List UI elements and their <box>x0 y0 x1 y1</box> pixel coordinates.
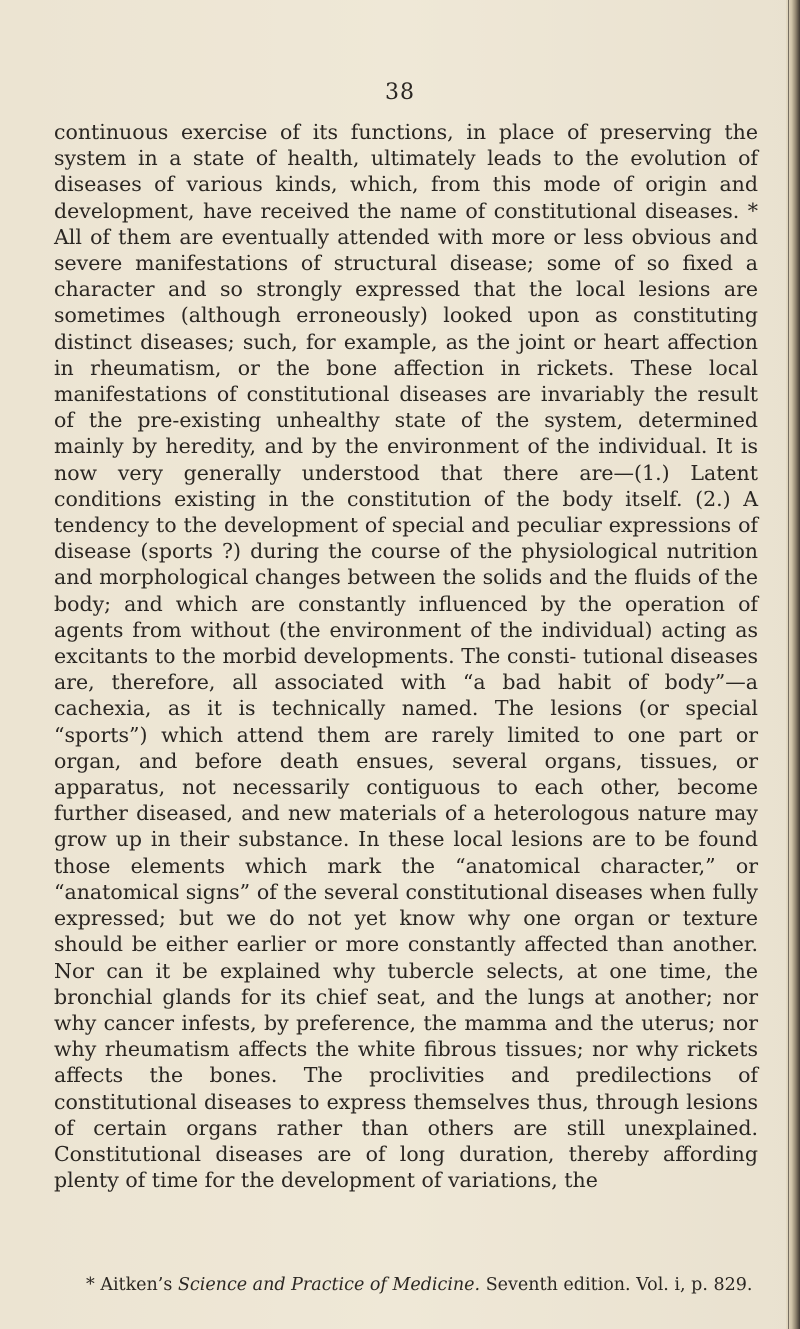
page-number: 38 <box>385 80 415 105</box>
footnote-citation: Seventh edition. Vol. i, p. 829. <box>485 1275 753 1295</box>
footnote <box>54 1273 758 1297</box>
footnote-marker: * Aitken’s <box>86 1275 173 1295</box>
page-edge-line <box>788 0 789 1329</box>
footnote-book-title: Science and Practice of Medicine. <box>177 1275 481 1295</box>
body-paragraph: continuous exercise of its functions, in place of preserving the system in a state of health, ultimately leads to the evolution of diseases of various kinds, which, from this mode of origin and development, have received the name of constitutional diseases. * All of them are eventually attended with more or less obvious and severe manifestations of structural disease; some of so fixed a character and so strongly expressed that the local lesions are sometimes (although erroneously) looked upon as constituting distinct diseases; such, for example, as the joint or heart affection in rheumatism, or the bone affection in rickets. These local manifestations of constitutional diseases are invariably the result of the pre-existing unhealthy state of the system, determined mainly by heredity, and by the environment of the individual. It is now very generally understood that there are—(1.) Latent conditions existing in the constitution of the body itself. (2.) A tendency to the development of special and peculiar expressions of disease (sports ?) during the course of the physiological nutrition and morphological changes between the solids and the fluids of the body; and which are constantly influenced by the operation of agents from without (the environment of the individual) acting as excitants to the morbid developments. The consti- tutional diseases are, therefore, all associated with “a bad habit of body”—a cachexia, as it is technically named. The lesions (or special “sports”) which attend them are rarely limited to one part or organ, and before death ensues, several organs, tissues, or apparatus, not necessarily contiguous to each other, become further diseased, and new materials of a heterologous nature may grow up in their substance. In these local lesions are to be found those elements which mark the “anatomical character,” or “anatomical signs” of the several constitutional diseases when fully expressed; but we do not yet know why one organ or texture should be either earlier or more constantly affected than another. Nor can it be explained why tubercle selects, at one time, the bronchial glands for its chief seat, and the lungs at another; nor why cancer infests, by preference, the mamma and the uterus; nor why rheumatism affects the white fibrous tissues; nor why rickets affects the bones. The proclivities and predilections of constitutional diseases to express themselves thus, through lesions of certain organs rather than others are still unexplained. Constitutional diseases are of long duration, thereby affording plenty of time for the development of variations, the <box>54 120 758 1193</box>
